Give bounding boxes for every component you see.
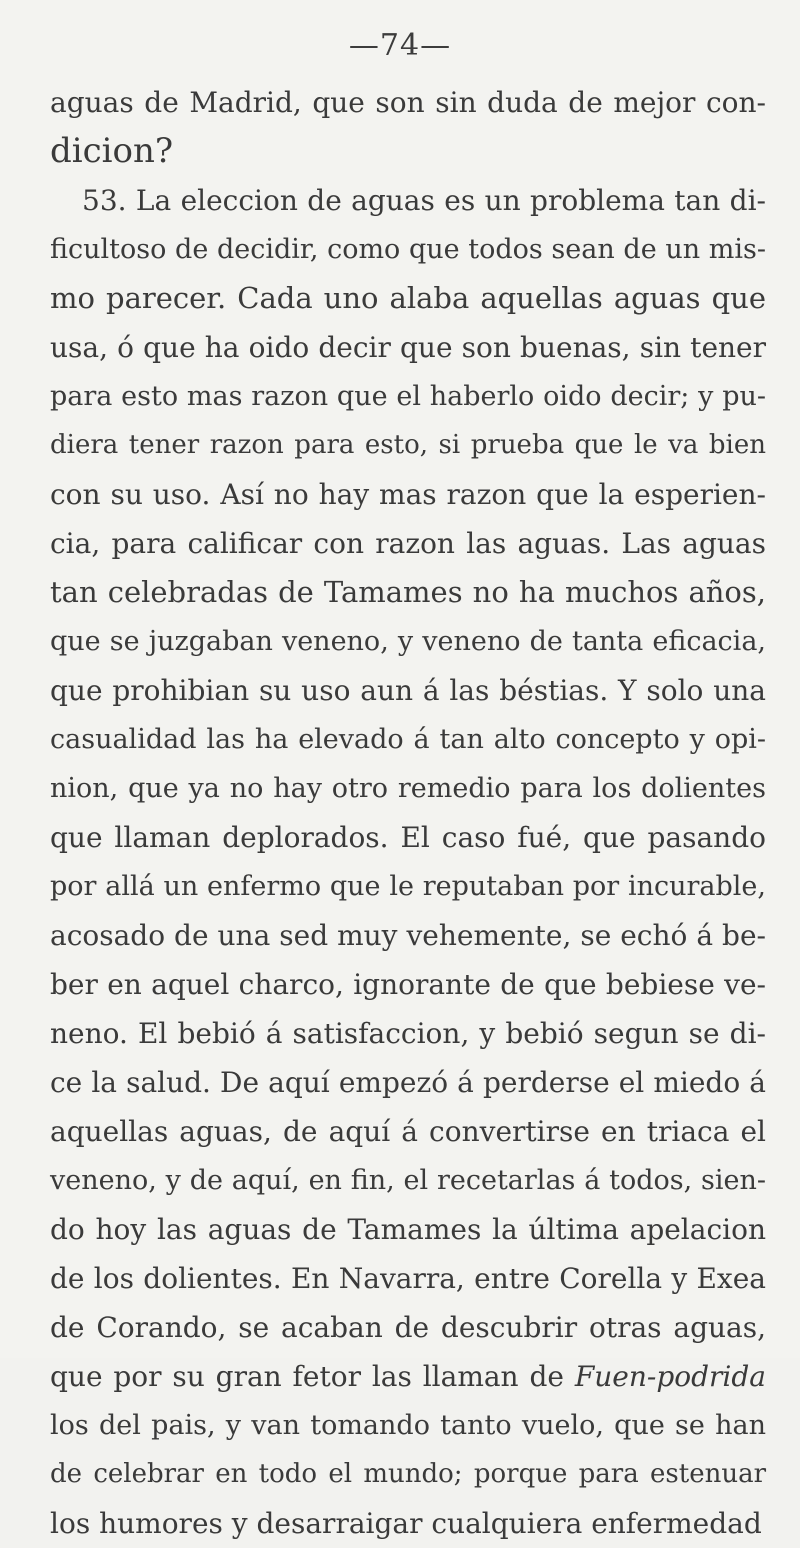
text-line: tan celebradas de Tamames no ha muchos años, — [50, 575, 766, 609]
body-text — [50, 78, 766, 1548]
text-line: veneno, y de aquí, en fin, el recetarlas á todos, sien- — [50, 1165, 766, 1196]
text-line: los humores y desarraigar cualquiera enfermedad — [50, 1507, 762, 1540]
text-line: ce la salud. De aquí empezó á perderse el miedo á — [50, 1066, 766, 1099]
text-line-start: que por su gran fetor las llaman de — [50, 1360, 564, 1393]
text-line: casualidad las ha elevado á tan alto concepto y opi- — [50, 724, 766, 755]
text-line: para esto mas razon que el haberlo oido decir; y pu- — [50, 381, 766, 412]
text-line: dicion? — [50, 131, 174, 171]
text-line: do hoy las aguas de Tamames la última apelacion — [50, 1213, 766, 1246]
text-line: ficultoso de decidir, como que todos sean de un mis- — [50, 234, 766, 265]
text-line: nion, que ya no hay otro remedio para los dolientes — [50, 773, 766, 804]
text-line: de Corando, se acaban de descubrir otras aguas, — [50, 1311, 766, 1344]
text-line: de los dolientes. En Navarra, entre Corella y Exea — [50, 1262, 766, 1295]
text-line: con su uso. Así no hay mas razon que la esperien- — [50, 478, 766, 511]
text-line-with-italic — [50, 1352, 766, 1401]
text-line: ber en aquel charco, ignorante de que bebiese ve- — [50, 968, 766, 1001]
text-line: los del pais, y van tomando tanto vuelo, que se han — [50, 1410, 766, 1441]
text-line: por allá un enfermo que le reputaban por incurable, — [50, 871, 766, 902]
italic-place-name: Fuen-podrida — [574, 1360, 766, 1393]
text-line: acosado de una sed muy vehemente, se echó á be- — [50, 919, 766, 952]
text-line: aquellas aguas, de aquí á convertirse en triaca el — [50, 1115, 766, 1148]
text-line: neno. El bebió á satisfaccion, y bebió segun se di- — [50, 1017, 766, 1050]
text-line: diera tener razon para esto, si prueba que le va bien — [50, 430, 766, 460]
text-line: mo parecer. Cada uno alaba aquellas aguas que — [50, 281, 766, 315]
text-line: que se juzgaban veneno, y veneno de tanta eficacia, — [50, 626, 766, 657]
text-line: que prohibian su uso aun á las béstias. Y solo una — [50, 674, 766, 707]
text-line: aguas de Madrid, que son sin duda de mejor con- — [50, 86, 766, 119]
text-line: cia, para calificar con razon las aguas. Las aguas — [50, 527, 766, 560]
text-line: usa, ó que ha oido decir que son buenas, sin tener — [50, 331, 766, 364]
text-line: que llaman deplorados. El caso fué, que pasando — [50, 821, 766, 854]
text-line: de celebrar en todo el mundo; porque para estenuar — [50, 1459, 766, 1489]
paragraph-start-line: 53. La eleccion de aguas es un problema tan di- — [82, 184, 766, 217]
page-number: —74— — [348, 28, 452, 63]
